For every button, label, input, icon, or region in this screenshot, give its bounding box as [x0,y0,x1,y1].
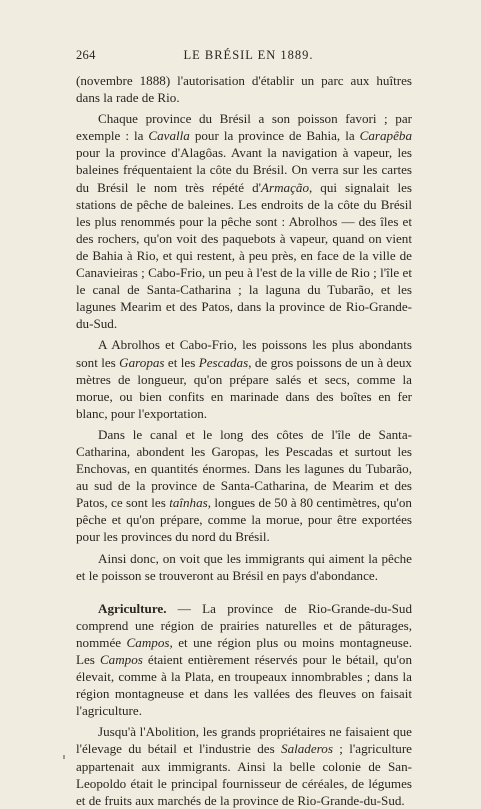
text-run: , de gros poissons de un à deux mètres de longueur, qu'on prépare salés et secs, comme la morue, ou bien confits en marinade dans des boîtes en fer blanc, pour l'exportation. [76,354,412,421]
paragraph [76,723,412,808]
italic-term: Garopas [119,354,165,370]
text-run: ; l'agriculture appartenait aux immigrants. Ainsi la belle colonie de San-Leopoldo était le principal fournisseur de céréales, de légumes et de fruits aux marchés de la province de Rio-Grande-du-Sud. [76,741,412,808]
paragraph-section-agriculture [76,600,412,720]
text-run: (novembre 1888) l'autorisation d'établir un parc aux huîtres dans la rade de Rio. [76,73,412,106]
italic-term: Armação [261,179,310,195]
text-run: Dans le canal et le long des côtes de l'île de Santa-Catharina, abondent les Garopas, les Pescadas et surtout les Enchovas, en quantités énormes. Dans les lagunes du Tubarão, au sud de la province de Santa-Catharina, de Mearim et des Patos, ce sont les [76,426,412,511]
text-run: Ainsi donc, on voit que les immigrants qui aiment la pêche et le poisson se trouveront au Brésil en pays d'abondance. [76,550,412,583]
paragraph [76,110,412,332]
text-run: et les [164,354,199,370]
page-body [76,72,412,809]
text-run: , qui signalait les stations de pêche de baleines. Les endroits de la côte du Brésil les plus renommés pour la pêche sont : Abrolhos — des îles et des rochers, qu'on voit des paquebots à vapeur, quand on vient de Bahia à Rio, et qui restent, à peu près, en face de la ville de Canavieiras ; Cabo-Frio, un peu à l'est de la ville de Rio ; l'île et le canal de Santa-Catharina ; la laguna du Tubarão, et les lagunes Mearim et des Patos, dans la province de Rio-Grande-du-Sud. [76,179,412,332]
italic-term: taînhas [169,495,208,511]
running-title: LE BRÉSIL EN 1889. [183,48,314,62]
text-run: pour la province de Bahia, la [189,128,360,144]
text-run: , et une région plus ou moins montagneuse. Les [76,634,412,667]
page-header [76,48,421,66]
section-heading: Agriculture. [98,600,167,616]
text-run: étaient entièrement réservés pour le bétail, qu'on élevait, comme à la Plata, en troupeaux innombrables ; dans la région montagneuse et dans les vallées des fleuves on faisait l'agriculture. [76,652,412,719]
text-run: pour la province d'Alagôas. Avant la navigation à vapeur, les baleines fréquentaient la côte du Brésil. On verra sur les cartes du Brésil le nom très répété d' [76,145,412,195]
paragraph [76,336,412,421]
paragraph [76,550,412,584]
text-run: — La province de Rio-Grande-du-Sud comprend une région de prairies naturelles et de pâturages, nommée [76,600,412,650]
italic-term: Campos [126,634,170,650]
italic-term: Saladeros [281,741,333,757]
italic-term: Pescadas [198,354,249,370]
paragraph [76,72,412,106]
page-number: 264 [76,48,96,62]
italic-term: Campos [99,652,143,667]
margin-mark [63,755,65,759]
italic-term: Cavalla [148,128,190,144]
italic-term: Carapêba [359,128,412,144]
text-run: Jusqu'à l'Abolition, les grands propriétaires ne faisaient que l'élevage du bétail et l'industrie des [76,724,412,757]
text-run: A Abrolhos et Cabo-Frio, les poissons les plus abondants sont les [76,337,412,370]
paragraph [76,426,412,546]
text-run: , longues de 50 à 80 centimètres, qu'on pêche et qu'on prépare, comme la morue, pour être exportées pour les provinces du nord du Brésil. [76,495,412,545]
text-run: Chaque province du Brésil a son poisson favori ; par exemple : la [76,111,412,144]
